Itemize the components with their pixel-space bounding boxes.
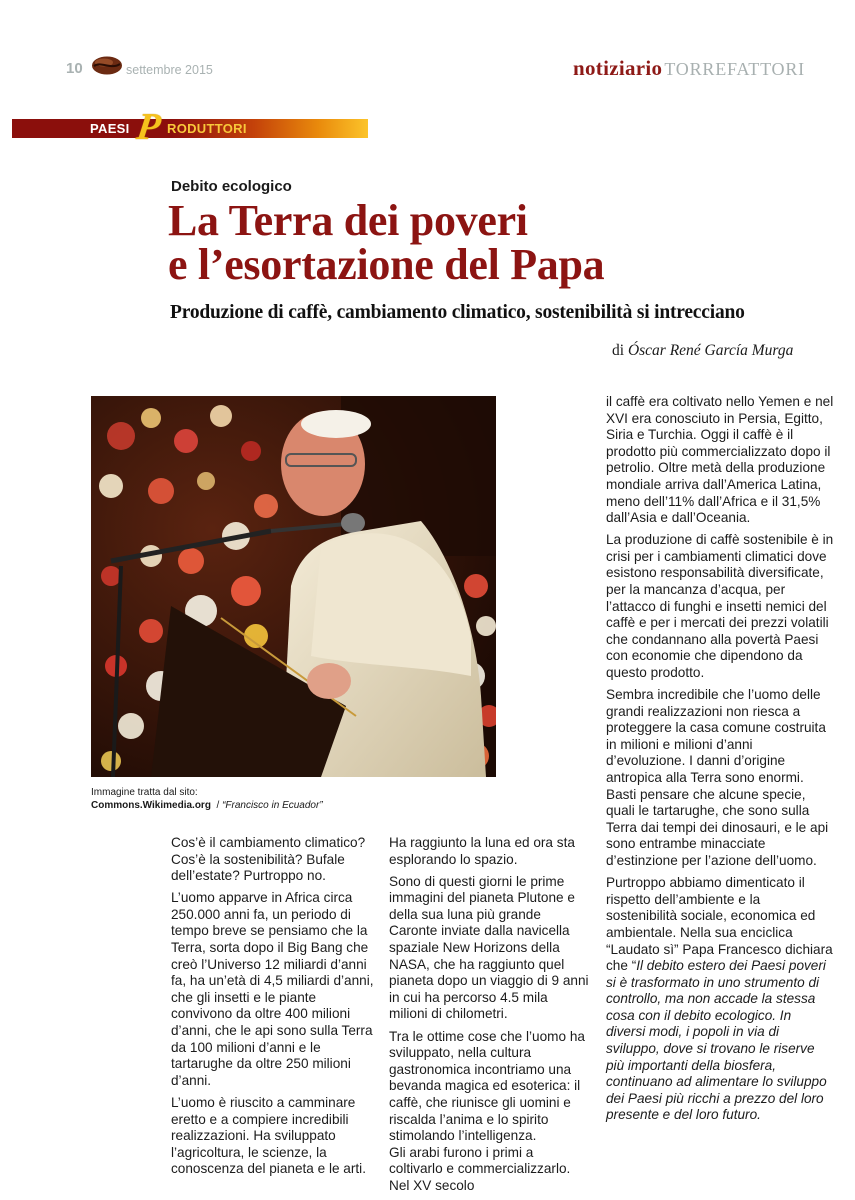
issue-date: settembre 2015 (126, 63, 213, 77)
encyclical-quote: Il debito estero dei Paesi poveri si è trasformato in uno strumento di controllo, ma non accade la stessa cosa con il debito ecologico. In diversi modi, i popoli in via di sviluppo, dove si trovano le riserve più importanti della biosfera, continuano ad alimentare lo sviluppo dei Paesi più ricchi a prezzo del loro presente e del loro futuro. (606, 958, 827, 1123)
masthead-torrefattori: TORREFATTORI (664, 59, 805, 79)
microphone (341, 513, 365, 533)
paragraph: L’uomo è riuscito a camminare eretto e a compiere incredibili realizzazioni. Ha sviluppato l’agricoltura, le scienze, la conoscenza del pianeta e le arti. (171, 1094, 366, 1177)
zucchetto (301, 410, 371, 438)
body-column-3 (606, 394, 834, 1130)
pope-photo-illustration (91, 396, 496, 777)
article-title-line-2: e l’esortazione del Papa (168, 240, 605, 289)
coffee-bean-icon (91, 55, 123, 76)
article-subtitle: Produzione di caffè, cambiamento climatico, sostenibilità si intrecciano (170, 302, 745, 323)
caption-line-1: Immagine tratta dal sito: (91, 787, 198, 798)
section-banner-paesi: PAESI (90, 121, 130, 136)
paragraph: il caffè era coltivato nello Yemen e nel XVI era conosciuto in Persia, Egitto, Siria e Turchia. Oggi il caffè è il prodotto più commercializzato dopo il petrolio. Oltre metà della produzione mondiale arriva dall’America Latina, meno dell’11% dall’Africa e il 31,5% dall’Asia e dall’Oceania. (606, 394, 834, 526)
article-title (168, 196, 605, 289)
masthead-notiziario: notiziario (573, 56, 663, 80)
caption-separator: / (216, 800, 220, 811)
paragraph: Ha raggiunto la luna ed ora sta esplorando lo spazio. (389, 835, 575, 867)
paragraph: L’uomo apparve in Africa circa 250.000 anni fa, un periodo di tempo breve se pensiamo che la Terra, sorta dopo il Big Bang che creò l’Universo 12 miliardi d’anni fa, ha un’età di 4,5 miliardi d’anni, che gli insetti e le piante convivono da oltre 400 milioni d’anni, che le api sono sulla Terra da 100 milioni d’anni e le tartarughe da oltre 250 milioni d’anni. (171, 890, 374, 1088)
body-column-2 (389, 835, 589, 1200)
section-banner-produttori: RODUTTORI (167, 121, 247, 136)
paragraph: Cos’è il cambiamento climatico? Cos’è la sostenibilità? Bufale dell’estate? Purtroppo no. (171, 835, 366, 884)
article-kicker: Debito ecologico (171, 178, 292, 195)
encyclical-intro: Purtroppo abbiamo dimenticato il rispetto dell’ambiente e la sostenibilità sociale, economica ed ambientale. Nella sua enciclica “Laudato sì” Papa Francesco dichiara che “ (606, 875, 833, 974)
paragraph: Tra le ottime cose che l’uomo ha sviluppato, nella cultura gastronomica incontriamo una bevanda magica ed esoterica: il caffè, che riunisce gli uomini e riscalda l’anima e lo spirito stimolando l’intelligenza. (389, 1028, 585, 1144)
caption-title: “Francisco in Ecuador” (222, 800, 323, 811)
page-number: 10 (66, 60, 83, 77)
paragraph: Sono di questi giorni le prime immagini del pianeta Plutone e della sua luna più grande Caronte inviate dalla navicella spaziale New Horizons della NASA, che ha raggiunto quel pianeta dopo un viaggio di 9 anni in cui ha percorso 4.5 mila milioni di chilometri. (389, 873, 589, 1022)
article-photo (91, 396, 496, 777)
article-title-line-1: La Terra dei poveri (168, 196, 528, 245)
byline-author: Óscar René García Murga (627, 342, 794, 359)
paragraph: La produzione di caffè sostenibile è in crisi per i cambiamenti climatici dove esistono responsabilità diversificate, per la mancanza d’acqua, per l’attacco di funghi e insetti nemici del caffè e per i mercati dei prezzi volatili che condannano alla povertà Paesi con economie che dipendono da questo prodotto. (606, 532, 834, 680)
body-column-1 (171, 835, 381, 1183)
paragraph: Gli arabi furono i primi a coltivarlo e commercializzarlo. Nel XV secolo (389, 1144, 571, 1193)
article-byline (612, 342, 793, 360)
caption-source: Commons.Wikimedia.org (91, 800, 211, 811)
paragraph: Sembra incredibile che l’uomo delle grandi realizzazioni non riesca a proteggere la casa comune costruita in milioni e milioni d’anni d’evoluzione. I danni d’origine antropica alla Terra sono enormi. Basti pensare che alcune specie, quali le tartarughe, che sono sulla Terra dai tempi dei dinosauri, e le api sono entrambe minacciate d’estinzione per l’azione dell’uomo. (606, 687, 829, 869)
byline-prefix: di (612, 342, 625, 359)
section-banner-initial: P (134, 106, 164, 148)
hand (307, 663, 351, 699)
photo-caption (91, 786, 323, 812)
paragraph-encyclical (606, 875, 834, 1124)
masthead-logo (573, 56, 805, 81)
